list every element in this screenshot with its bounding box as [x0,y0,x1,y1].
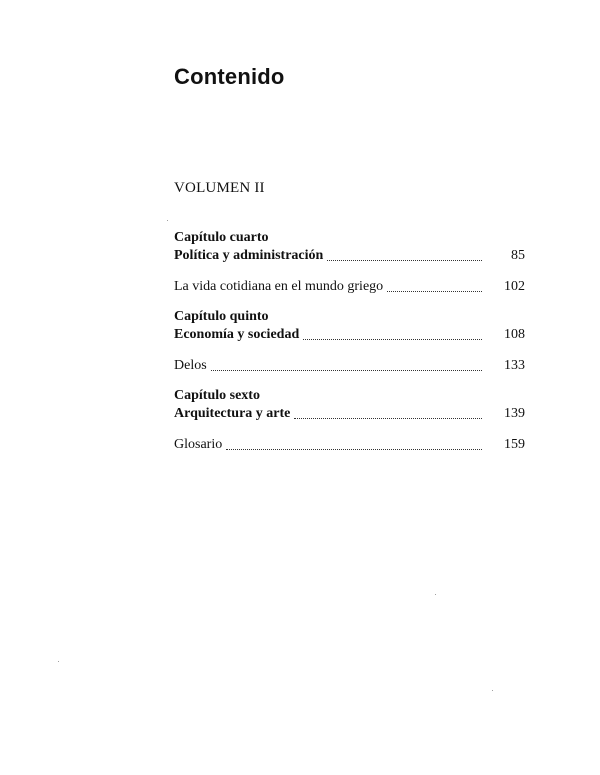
toc-entry [174,278,525,296]
toc-row[interactable] [174,436,525,454]
scan-speck [167,220,168,221]
page-title: Contenido [174,64,285,89]
toc-row[interactable] [174,247,525,265]
toc-entry-label: Arquitectura y arte [174,406,291,421]
chapter-kicker: Capítulo sexto [174,388,260,403]
toc-entry-label: La vida cotidiana en el mundo griego [174,279,384,294]
toc-entry [174,357,525,375]
scan-speck [492,690,493,691]
toc-entry [174,229,525,265]
dot-leader [294,417,482,419]
toc-row[interactable] [174,405,525,423]
toc-entry [174,387,525,423]
dot-leader [387,290,482,292]
toc-row[interactable] [174,278,525,296]
toc-entry [174,308,525,344]
scan-speck [58,661,59,662]
page-number: 139 [504,406,525,421]
scan-speck [435,594,436,595]
toc-entry-label: Glosario [174,437,223,452]
toc-entry-label: Política y administración [174,248,324,263]
page-number: 85 [511,248,525,263]
dot-leader [211,369,482,371]
toc-row[interactable] [174,357,525,375]
chapter-kicker: Capítulo cuarto [174,230,269,245]
toc-entry-label: Economía y sociedad [174,327,300,342]
page-number: 102 [504,279,525,294]
toc-row[interactable] [174,326,525,344]
toc-entry-label: Delos [174,358,207,373]
dot-leader [303,338,482,340]
dot-leader [327,259,482,261]
chapter-kicker: Capítulo quinto [174,309,269,324]
dot-leader [226,448,482,450]
volume-title: VOLUMEN II [174,180,265,196]
page-number: 159 [504,437,525,452]
page-number: 108 [504,327,525,342]
page-number: 133 [504,358,525,373]
toc-entry [174,436,525,454]
table-of-contents [174,229,525,454]
